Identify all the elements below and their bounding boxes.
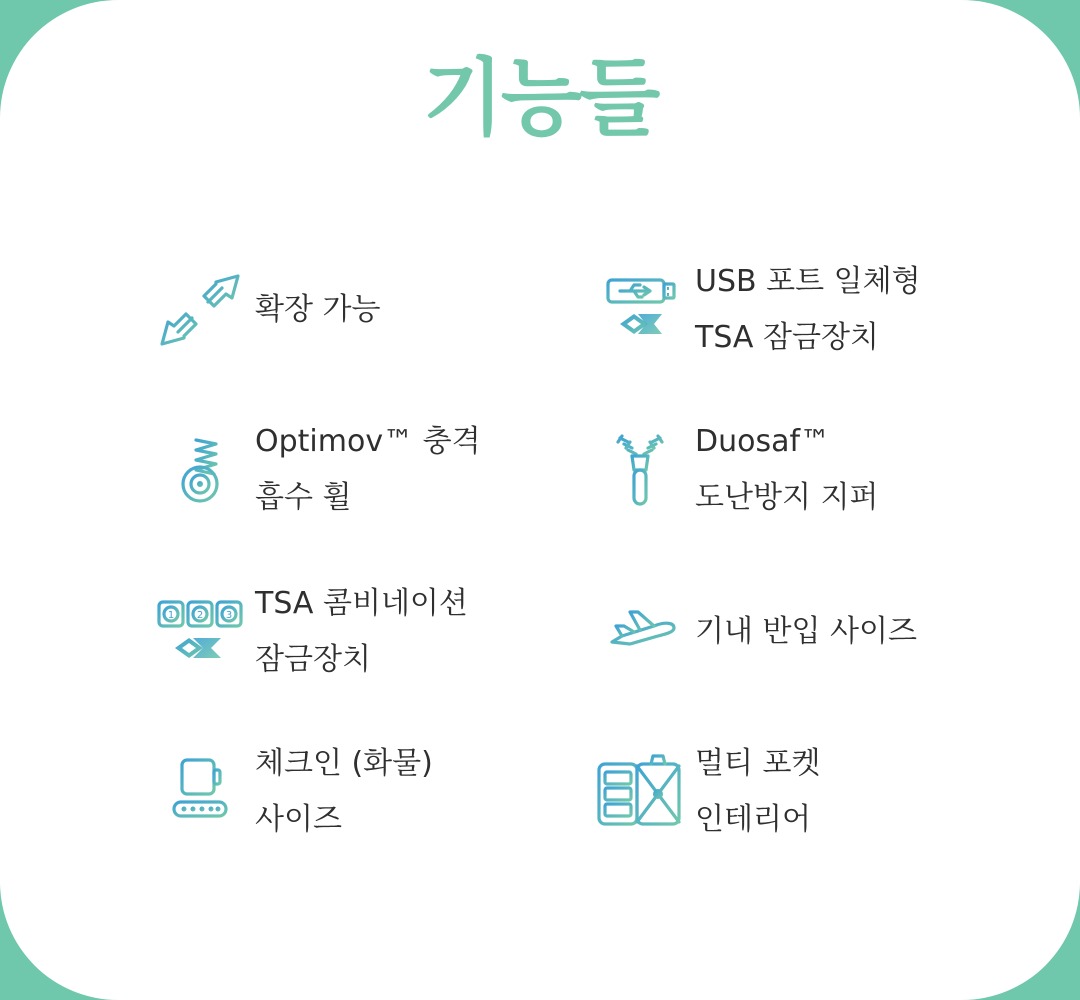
feature-label-line: 체크인 (화물): [255, 746, 433, 781]
feature-usb-tsa-lock: [595, 250, 955, 370]
expand-arrows-icon: [155, 250, 245, 370]
feature-tsa-combination-lock: [155, 572, 515, 692]
feature-label-line: Optimov™ 충격: [255, 424, 481, 459]
checkin-conveyor-icon: [155, 732, 245, 852]
usb-lock-icon: [595, 250, 685, 370]
feature-label-line: 확장 가능: [255, 292, 381, 327]
combination-lock-icon: [155, 572, 245, 692]
feature-multi-pocket-interior: [595, 732, 955, 852]
feature-label-line: 흡수 휠: [255, 480, 352, 515]
svg-text:2: 2: [196, 610, 204, 621]
feature-label-line: Duosaf™: [695, 424, 831, 459]
page-title: 기능들: [422, 49, 658, 147]
feature-expandable: [155, 250, 515, 370]
zipper-icon: [595, 410, 685, 530]
multi-pocket-icon: [595, 732, 685, 852]
feature-carry-on-size: [595, 572, 955, 692]
airplane-takeoff-icon: [595, 572, 685, 692]
spring-wheel-icon: [155, 410, 245, 530]
feature-label-line: TSA 잠금장치: [695, 320, 879, 355]
feature-label-line: TSA 콤비네이션: [255, 586, 468, 621]
feature-label-line: 기내 반입 사이즈: [695, 614, 917, 649]
svg-text:3: 3: [225, 610, 233, 621]
svg-text:1: 1: [167, 610, 175, 621]
feature-label-line: 멀티 포켓: [695, 746, 821, 781]
feature-label-line: 사이즈: [255, 802, 342, 837]
feature-label-line: 잠금장치: [255, 642, 371, 677]
feature-label-line: 인테리어: [695, 802, 811, 837]
feature-optimov-wheels: [155, 410, 515, 530]
feature-duosaf-zipper: [595, 410, 955, 530]
feature-label-line: 도난방지 지퍼: [695, 480, 879, 515]
feature-label-line: USB 포트 일체형: [695, 264, 921, 299]
feature-check-in-size: [155, 732, 515, 852]
